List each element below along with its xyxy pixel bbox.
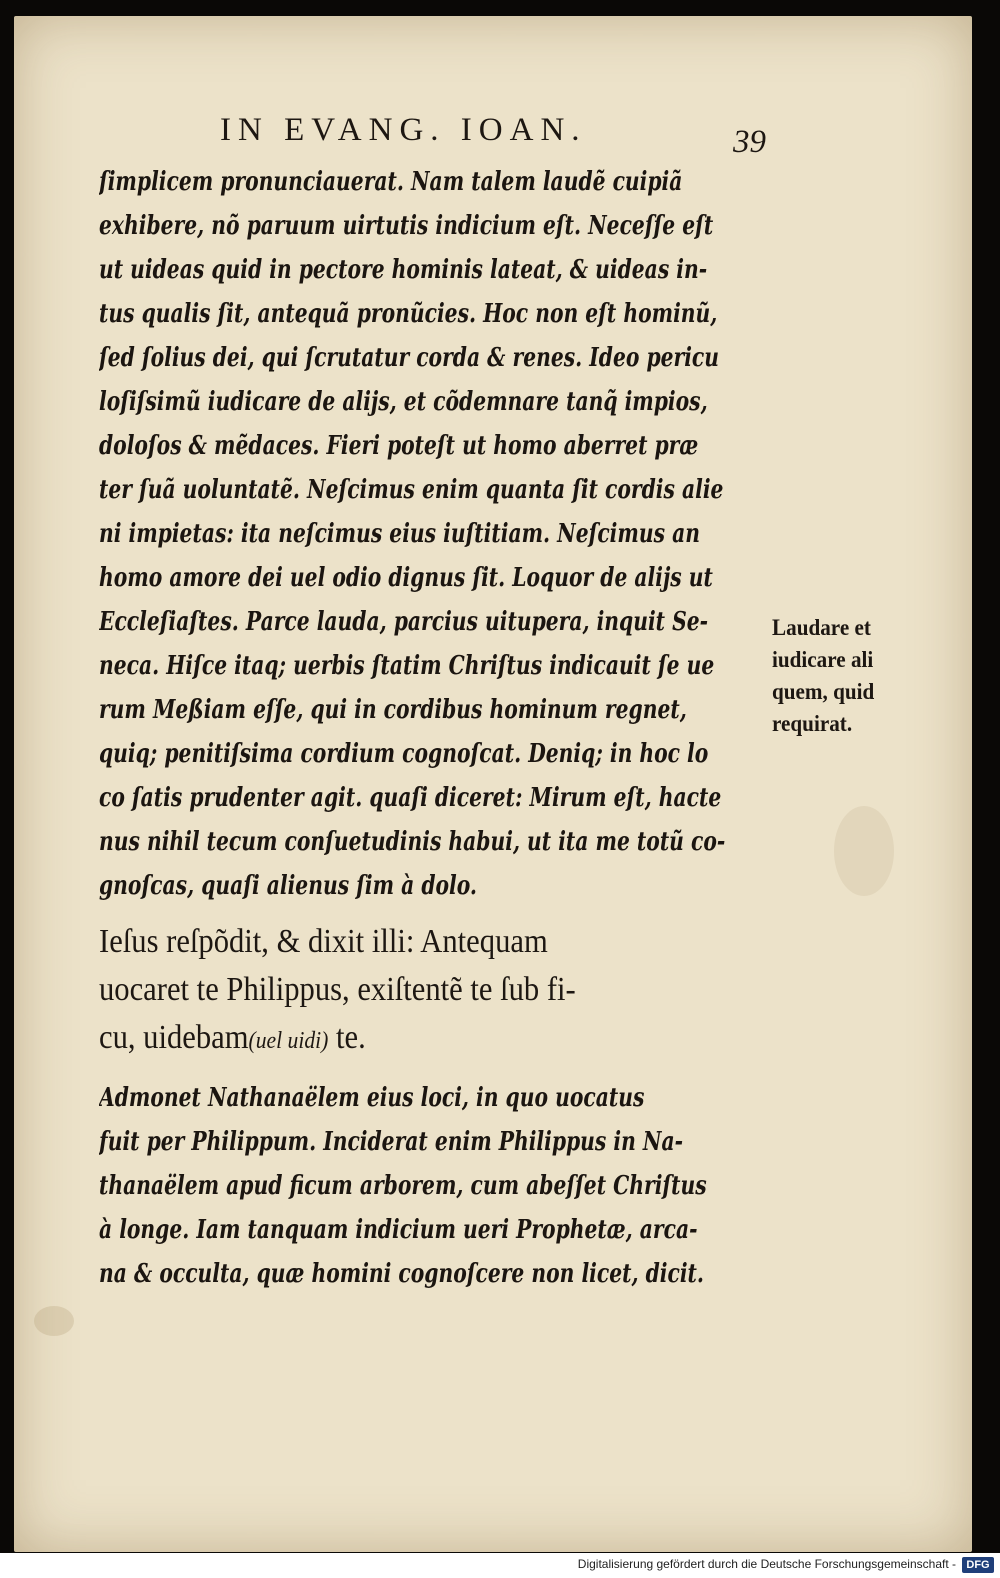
commentary-line: na & occulta, quæ homini cognoſcere non licet, dicit. [99, 1259, 704, 1289]
footer-bar [0, 1553, 1000, 1578]
verse-text: cu, uidebam [99, 1019, 249, 1056]
scripture-verse [99, 918, 759, 1062]
commentary-line: à longe. Iam tanquam indicium ueri Prophetæ, arca- [99, 1215, 698, 1245]
paper-stain [834, 806, 894, 896]
running-title: IN EVANG. IOAN. [220, 112, 587, 148]
commentary-line: neca. Hiſce itaq; uerbis ſtatim Chriſtus indicauit ſe ue [99, 651, 715, 681]
margin-note-line: iudicare ali [772, 647, 874, 672]
funding-credit: Digitalisierung gefördert durch die Deutsche Forschungsgemeinschaft - [577, 1557, 956, 1571]
commentary-line: co ſatis prudenter agit. quaſi diceret: Mirum eſt, hacte [99, 783, 722, 813]
commentary-line: homo amore dei uel odio dignus ſit. Loquor de alijs ut [99, 563, 713, 593]
dfg-logo: DFG [962, 1557, 994, 1573]
verse-text: te. [328, 1019, 366, 1056]
commentary-line: rum Meßiam eſſe, qui in cordibus hominum regnet, [99, 695, 687, 725]
commentary-line: tus qualis ſit, antequã pronũcies. Hoc non eſt hominũ, [99, 299, 718, 329]
verse-gloss: (uel uidi) [248, 1028, 329, 1054]
commentary-line: ſed ſolius dei, qui ſcrutatur corda & renes. Ideo pericu [99, 343, 720, 373]
margin-note [772, 612, 922, 740]
commentary-line: ut uideas quid in pectore hominis lateat, & uideas in- [99, 255, 708, 285]
commentary-line: doloſos & mẽdaces. Fieri poteſt ut homo aberret præ [99, 431, 699, 461]
margin-note-line: Laudare et [772, 615, 871, 640]
commentary-line: Eccleſiaſtes. Parce lauda, parcius uitupera, inquit Se- [99, 607, 709, 637]
commentary-line: thanaëlem apud ficum arborem, cum abeſſet Chriſtus [99, 1171, 707, 1201]
commentary-line: loſiſsimũ iudicare de alijs, et cõdemnare tanq̃ impios, [99, 387, 708, 417]
commentary-line: ſimplicem pronunciauerat. Nam talem laudẽ cuipiã [99, 167, 683, 197]
margin-note-line: quem, quid [772, 679, 875, 704]
commentary-line: Admonet Nathanaëlem eius loci, in quo uocatus [99, 1083, 645, 1113]
page-number: 39 [733, 124, 766, 160]
commentary-line: ni impietas: ita neſcimus eius iuſtitiam. Neſcimus an [99, 519, 700, 549]
commentary-line: nus nihil tecum conſuetudinis habui, ut ita me totũ co- [99, 827, 726, 857]
commentary-line: exhibere, nõ paruum uirtutis indicium eſt. Neceſſe eſt [99, 211, 714, 241]
commentary-line: fuit per Philippum. Inciderat enim Philippus in Na- [99, 1127, 684, 1157]
verse-line: uocaret te Philippus, exiſtentẽ te ſub fi- [99, 971, 576, 1008]
commentary-line: gnoſcas, quaſi alienus ſim à dolo. [99, 871, 477, 901]
paper-stain [34, 1306, 74, 1336]
margin-note-line: requirat. [772, 711, 853, 736]
commentary-top [99, 160, 759, 908]
commentary-line: ter ſuã uoluntatẽ. Neſcimus enim quanta ſit cordis alie [99, 475, 724, 505]
verse-line: Ieſus reſpõdit, & dixit illi: Antequam [99, 923, 548, 960]
commentary-bottom [99, 1076, 759, 1296]
commentary-line: quiq; penitiſsima cordium cognoſcat. Deniq; in hoc lo [99, 739, 709, 769]
verse-line [99, 1014, 756, 1062]
